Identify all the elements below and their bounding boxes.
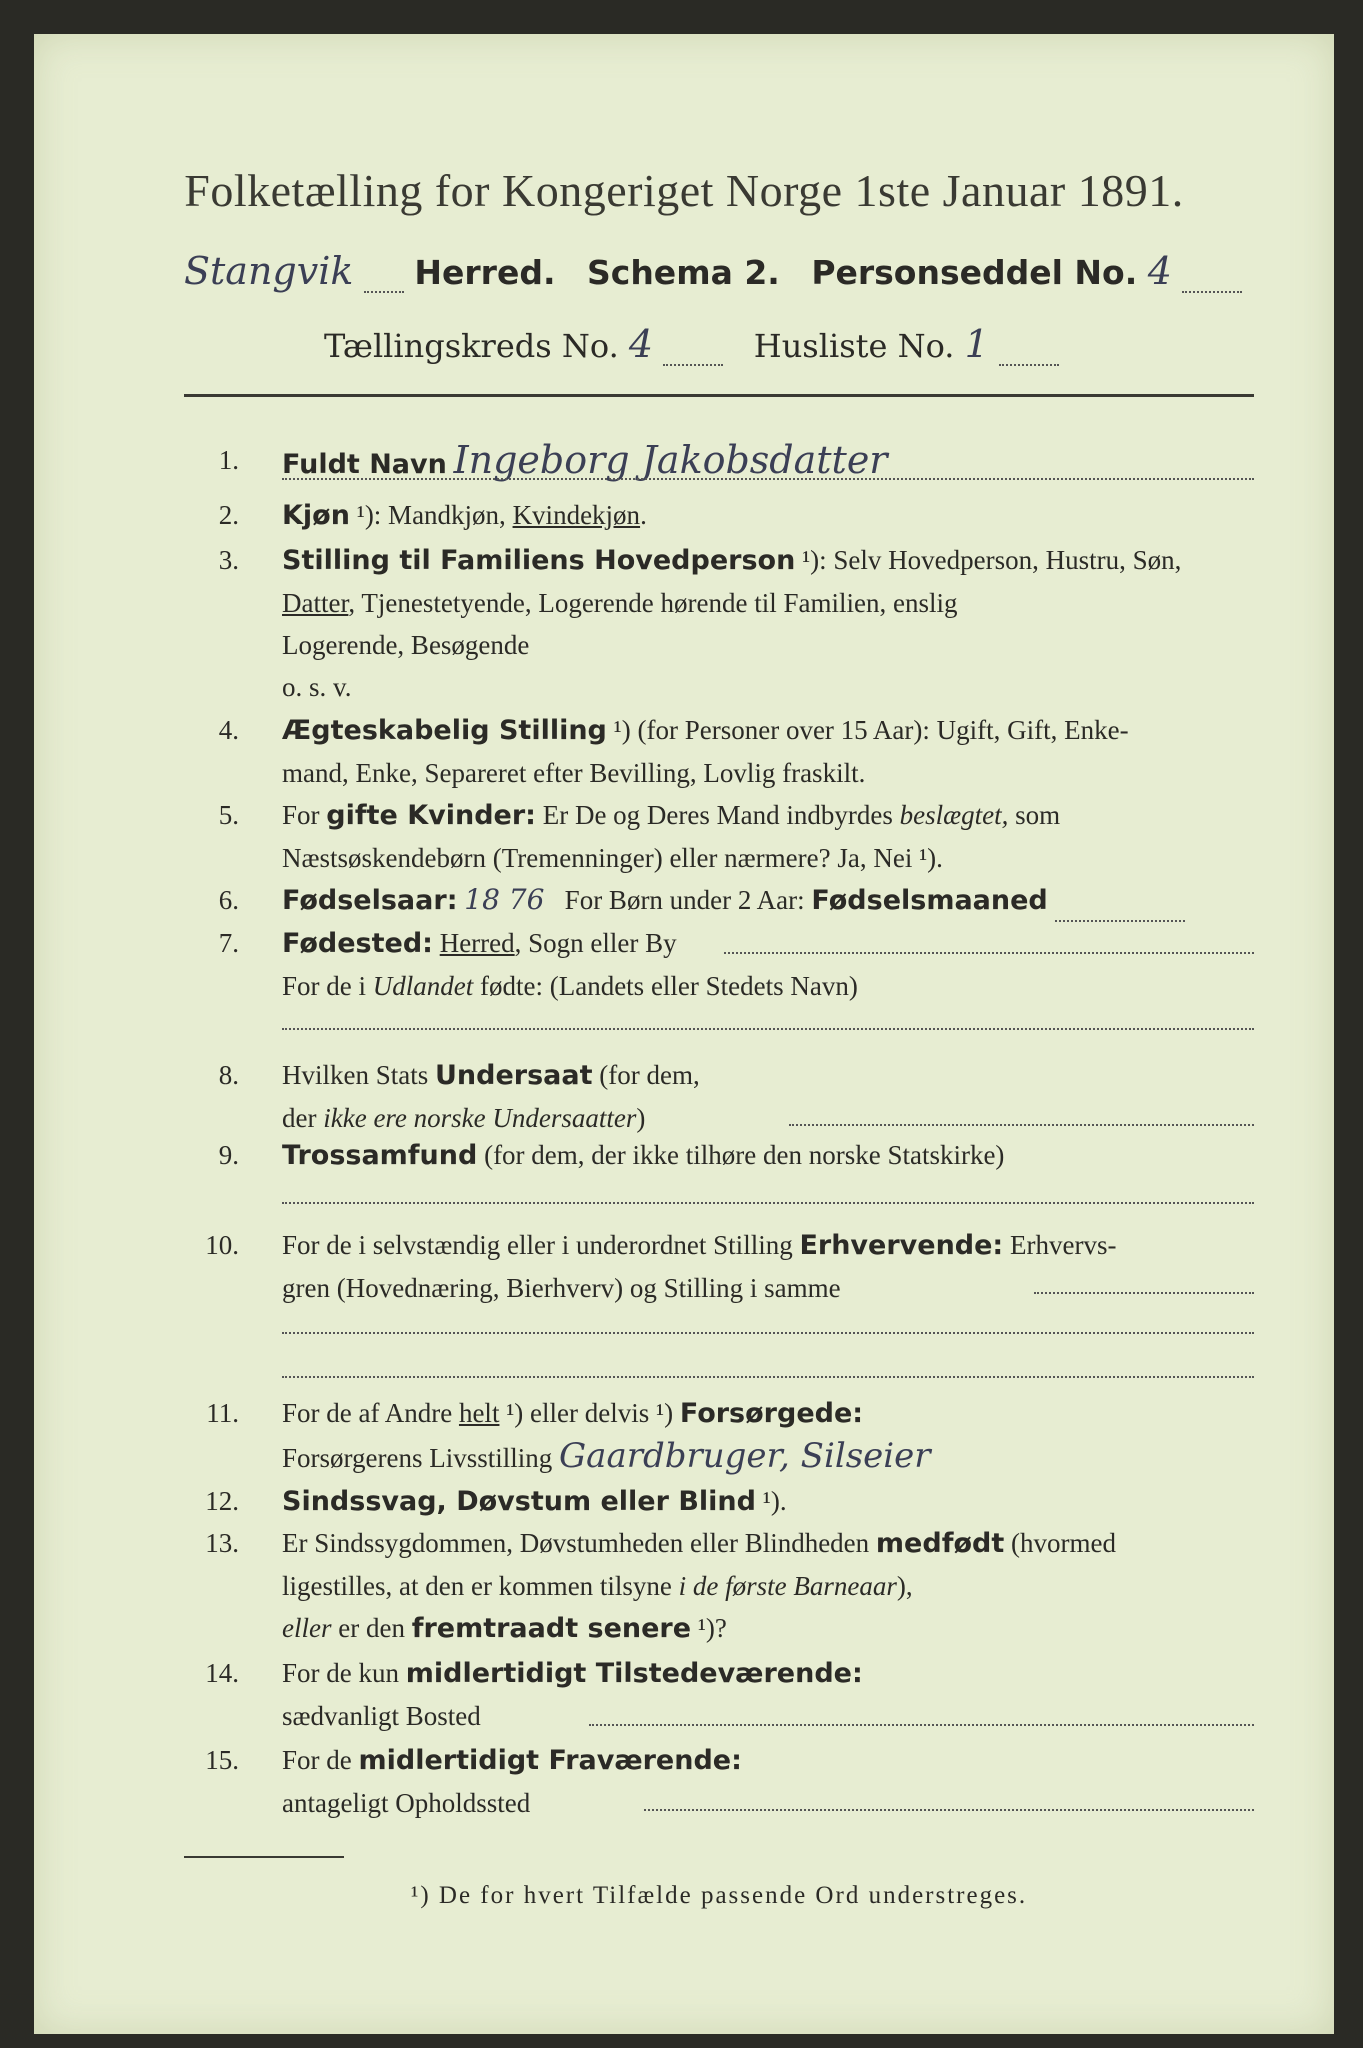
personseddel-label: Personseddel No. [811,253,1138,292]
birthplace-underlined: Herred [439,928,515,958]
taellingskreds-label: Tællingskreds No. [324,327,619,365]
personseddel-value: 4 [1147,249,1172,293]
form-title: Folketælling for Kongeriget Norge 1ste Januar 1891. [184,165,1184,216]
taellingskreds-value: 4 [628,322,654,366]
support-underlined: helt [458,1398,500,1428]
husliste-value: 1 [964,322,989,366]
sex-underlined: Kvindekjøn [512,500,641,530]
birth-year-value: 18 76 [464,883,545,916]
header-line-2 [324,322,1154,372]
husliste-label: Husliste No. [753,327,955,365]
full-name-value: Ingeborg Jakobsdatter [453,438,888,482]
provider-occupation-value: Gaardbruger, Silseier [559,1436,931,1476]
header-line [184,249,1254,309]
herred-label: Herred. [414,253,556,292]
position-underlined: Datter [282,588,349,618]
census-form: Folketælling for Kongeriget Norge 1ste Januar 1891. Stangvik Herred. Schema 2. Personseddel No. 4 Tællingskreds No. 4 Husliste No. 1 1. Fuldt Navn Ingeborg Jakobsdatter 2. Kjøn ¹): Mandkjøn, Kvindekjøn. 3. Stilling til Familiens Hovedperson ¹): Selv Hovedperson, Hustru, Søn, Datter, Tjenestetyende, Logerende hørende til Familien, enslig Logerende, Besøgende o. s. v. 4. Ægteskabelig Stilling ¹) (for Personer over 15 Aar): Ugift, Gift, Enke- mand, Enke, Separeret efter Bevilling, Lovlig fraskilt. 5. For gifte Kvinder: Er De og Deres Mand indbyrdes beslægtet, som Næstsøskendebørn (Tremenninger) eller nærmere? Ja, Nei ¹). 6. Fødselsaar: 18 76 For Børn under 2 Aar: Fødselsmaaned 7. Fødested: Herred, Sogn eller By For de i Udlandet fødte: (Landets eller Stedets Navn) 8. Hvilken Stats Undersaat (for dem, der ikke ere norske Undersaatter) 9. Trossamfund (for dem, der ikke tilhøre den norske Statskirke) 10. For de i selvstændig eller i underordnet Stilling Erhvervende: Erhvervs- gren (Hovednæring, Bierhverv) og Stilling i samme 11. For de af Andre helt ¹) eller delvis ¹) Forsørgede: Forsørgerens Livsstilling Gaardbruger, Silseier 12. Sindssvag, Døvstum eller Blind ¹). 13. Er Sindssygdommen, Døvstumheden eller Blindheden medfødt (hvormed ligestilles, at den er kommen tilsyne i de første Barneaar), eller er den fremtraadt senere ¹)? 14. For de kun midlertidigt Tilstedeværende: sædvanligt Bosted 15. For de midlertidigt Fraværende: antageligt Opholdssted ¹) De for hvert Tilfælde passende Ord understreges. [34,34,1334,2034]
footnote-rule [184,1856,344,1858]
schema-label: Schema 2. [586,253,780,292]
full-name-label: Fuldt Navn [282,449,447,480]
herred-value: Stangvik [184,249,354,293]
footnote: ¹) De for hvert Tilfælde passende Ord understreges. [410,1882,1028,1909]
header-rule [184,394,1254,397]
